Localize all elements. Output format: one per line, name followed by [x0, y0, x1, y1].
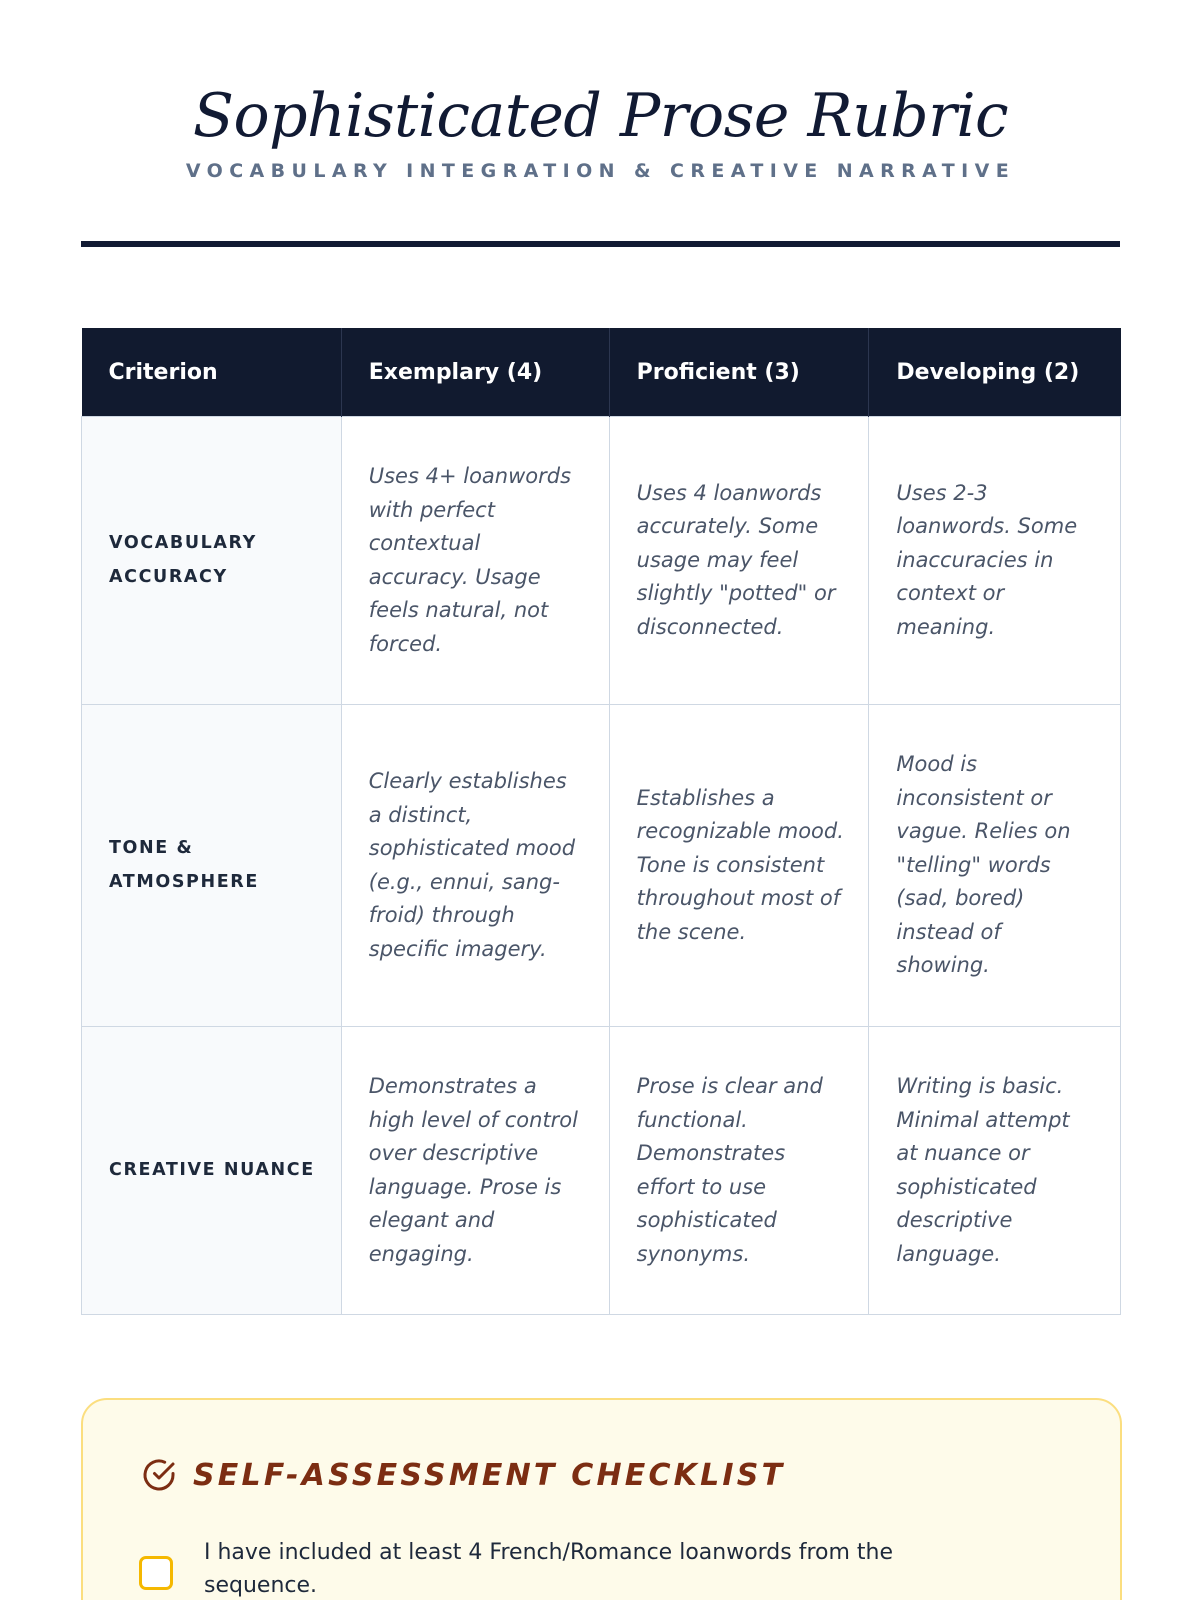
rubric-table: [81, 328, 1121, 1315]
page-subtitle: VOCABULARY INTEGRATION & CREATIVE NARRATIVE: [185, 160, 1016, 182]
exemplary-cell: Uses 4+ loanwords with perfect contextual accuracy. Usage feels natural, not forced.: [341, 417, 609, 705]
column-header-criterion: Criterion: [82, 328, 342, 417]
proficient-cell: Establishes a recognizable mood. Tone is consistent throughout most of the scene.: [609, 705, 869, 1027]
checklist-title: SELF-ASSESSMENT CHECKLIST: [193, 1457, 786, 1493]
check-circle-icon: [139, 1455, 179, 1495]
self-assessment-checklist: [81, 1398, 1122, 1600]
table-header-row: [82, 328, 1121, 417]
checklist-item[interactable]: [139, 1536, 1079, 1600]
checklist-header: [139, 1455, 785, 1495]
criterion-cell: VOCABULARY ACCURACY: [82, 417, 342, 705]
exemplary-cell: Clearly establishes a distinct, sophisticated mood (e.g., ennui, sang-froid) through specific imagery.: [341, 705, 609, 1027]
column-header-exemplary: Exemplary (4): [341, 328, 609, 417]
exemplary-cell: Demonstrates a high level of control over descriptive language. Prose is elegant and engaging.: [341, 1027, 609, 1315]
column-header-developing: Developing (2): [869, 328, 1121, 417]
table-row: [82, 1027, 1121, 1315]
page-title: Sophisticated Prose Rubric: [192, 81, 1009, 151]
criterion-cell: TONE & ATMOSPHERE: [82, 705, 342, 1027]
checkbox[interactable]: [139, 1556, 173, 1590]
criterion-cell: CREATIVE NUANCE: [82, 1027, 342, 1315]
checklist-item-label: I have included at least 4 French/Romance loanwords from the sequence.: [204, 1540, 894, 1598]
developing-cell: Writing is basic. Minimal attempt at nuance or sophisticated descriptive language.: [869, 1027, 1121, 1315]
proficient-cell: Prose is clear and functional. Demonstrates effort to use sophisticated synonyms.: [609, 1027, 869, 1315]
table-row: [82, 417, 1121, 705]
developing-cell: Uses 2-3 loanwords. Some inaccuracies in context or meaning.: [869, 417, 1121, 705]
proficient-cell: Uses 4 loanwords accurately. Some usage may feel slightly "potted" or disconnected.: [609, 417, 869, 705]
column-header-proficient: Proficient (3): [609, 328, 869, 417]
developing-cell: Mood is inconsistent or vague. Relies on "telling" words (sad, bored) instead of showing.: [869, 705, 1121, 1027]
table-row: [82, 705, 1121, 1027]
header-divider: [81, 241, 1120, 247]
